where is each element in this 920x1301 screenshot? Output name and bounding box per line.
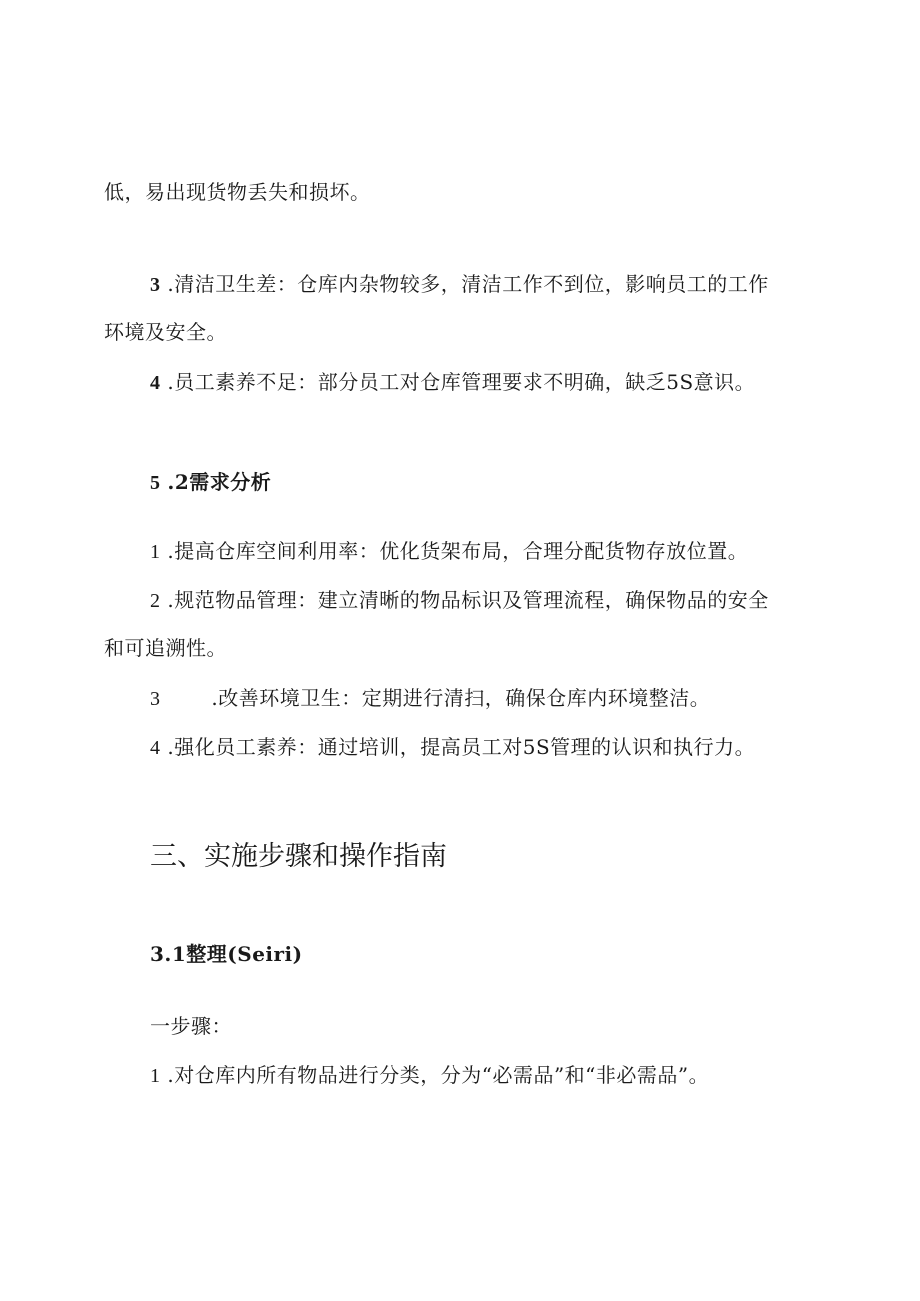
list-text: 环境及安全。	[104, 320, 227, 344]
list-item-need-1	[150, 537, 748, 566]
list-text: .员工素养不足：部分员工对仓库管理要求不明确，缺乏5S意识。	[167, 370, 756, 394]
list-item-need-2	[150, 586, 769, 615]
list-number: 1	[150, 541, 161, 563]
section-title: 3.1整理(Seiri)	[150, 942, 303, 966]
list-text: .对仓库内所有物品进行分类，分为“必需品”和“非必需品”。	[167, 1063, 710, 1087]
list-item-need-4	[150, 733, 755, 762]
list-number: 2	[150, 590, 161, 612]
chapter-heading-3	[150, 840, 447, 874]
list-item-step-1	[150, 1061, 709, 1090]
list-number: 3	[150, 688, 161, 710]
list-text: .规范物品管理：建立清晰的物品标识及管理流程，确保物品的安全	[167, 588, 769, 612]
list-number: 3	[150, 274, 161, 296]
list-text: .强化员工素养：通过培训，提高员工对5S管理的认识和执行力。	[167, 735, 756, 759]
list-item-need-3	[150, 684, 710, 713]
list-item-need-2-continued	[104, 634, 227, 662]
list-text: .清洁卫生差：仓库内杂物较多，清洁工作不到位，影响员工的工作	[167, 272, 769, 296]
list-number: 4	[150, 737, 161, 759]
steps-label-text: 一步骤：	[150, 1014, 232, 1038]
section-number: 5	[150, 472, 161, 494]
list-text: .提高仓库空间利用率：优化货架布局，合理分配货物存放位置。	[167, 539, 749, 563]
chapter-title: 三、实施步骤和操作指南	[150, 841, 447, 872]
list-text: .改善环境卫生：定期进行清扫，确保仓库内环境整洁。	[211, 686, 711, 710]
list-text: 和可追溯性。	[104, 636, 227, 660]
continuation-text: 低，易出现货物丢失和损坏。	[104, 180, 371, 204]
paragraph-continuation	[104, 178, 371, 206]
list-number: 1	[150, 1065, 161, 1087]
list-number: 4	[150, 372, 161, 394]
section-heading-5-2	[150, 468, 271, 497]
section-title: .2需求分析	[167, 470, 272, 494]
section-heading-3-1	[150, 940, 303, 968]
steps-label	[150, 1012, 232, 1040]
list-item-problem-3	[150, 270, 769, 299]
list-item-problem-4	[150, 368, 755, 397]
list-item-problem-3-continued	[104, 318, 227, 346]
